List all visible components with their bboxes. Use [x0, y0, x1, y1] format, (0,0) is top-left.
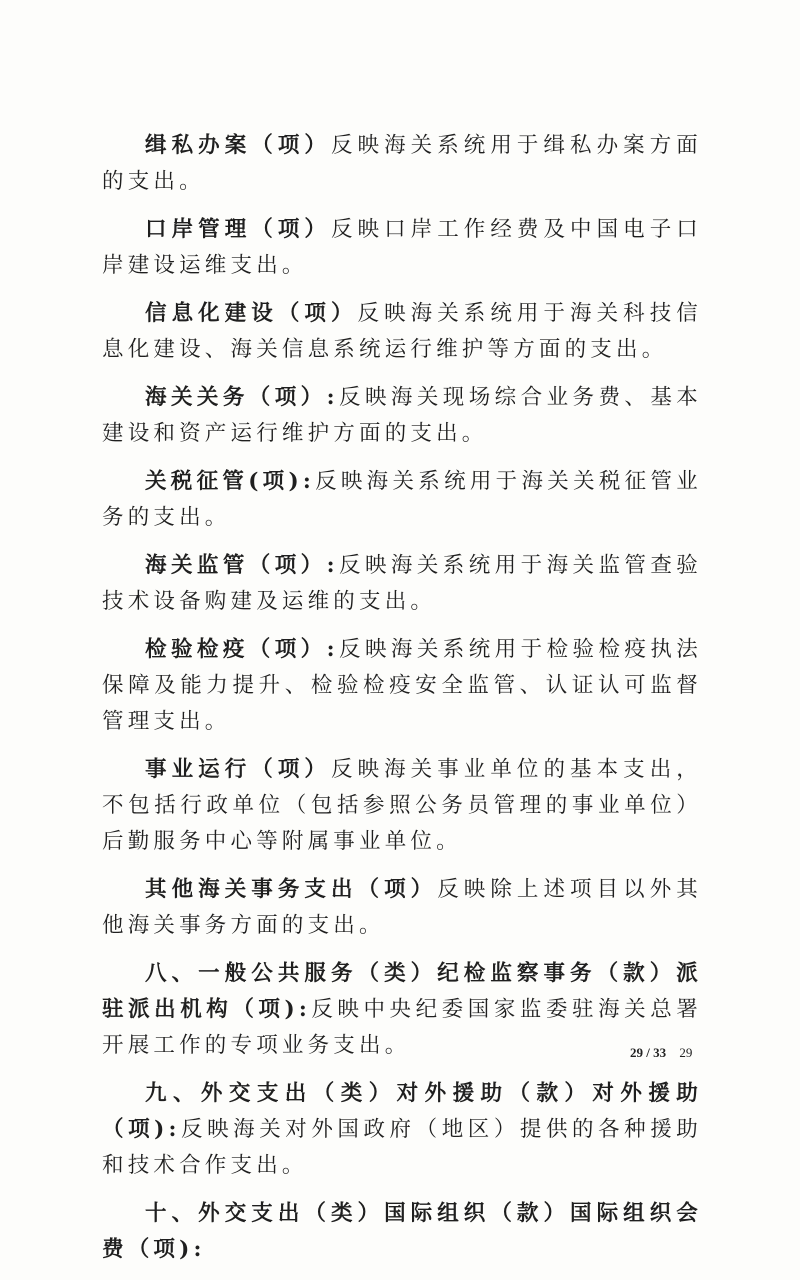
paragraph-term: 其他海关事务支出（项）: [145, 877, 438, 902]
paragraph-foreign-aid: [102, 1076, 702, 1184]
paragraph-institution-operation: [102, 752, 702, 860]
paragraph-term: 口岸管理（项）: [145, 217, 331, 242]
paragraph-inspection-quarantine: [102, 632, 702, 740]
paragraph-text: 反映海关系统用于检验检疫执法保障及能力提升、检验检疫安全监管、认证认可监督管理支出。: [102, 637, 702, 734]
paragraph-informatization: [102, 296, 702, 368]
paragraph-term: 八、一般公共服务（类）纪检监察事务（款）派驻派出机构（项):: [102, 961, 702, 1022]
paragraph-customs-supervision: [102, 548, 702, 620]
paragraph-other-customs-expenditure: [102, 872, 702, 944]
paragraph-port-management: [102, 212, 702, 284]
paragraph-term: 十、外交支出（类）国际组织（款）国际组织会费（项):: [102, 1201, 702, 1262]
paragraph-text: 反映海关现场综合业务费、基本建设和资产运行维护方面的支出。: [102, 385, 702, 446]
paragraph-text: 反映海关对外国政府（地区）提供的各种援助和技术合作支出。: [102, 1117, 702, 1178]
paragraph-text: 反映海关系统用于缉私办案方面的支出。: [102, 133, 702, 194]
paragraph-term: 关税征管(项):: [145, 469, 315, 494]
paragraph-term: 事业运行（项）: [145, 757, 331, 782]
paragraph-customs-affairs: [102, 380, 702, 452]
paragraph-term: 信息化建设（项）: [145, 301, 358, 326]
paragraph-text: 反映海关事业单位的基本支出，不包括行政单位（包括参照公务员管理的事业单位）后勤服务中心等附属事业单位。: [102, 757, 702, 854]
page-number: 29: [679, 1045, 693, 1060]
paragraph-discipline-inspection: [102, 956, 702, 1064]
paragraph-term: 海关监管（项）:: [145, 553, 339, 578]
paragraph-text: 反映中央纪委国家监委驻海关总署开展工作的专项业务支出。: [102, 997, 702, 1058]
paragraph-term: 缉私办案（项）: [145, 133, 331, 158]
paragraph-tariff-collection: [102, 464, 702, 536]
paragraph-text: 反映海关系统用于海关监管查验技术设备购建及运维的支出。: [102, 553, 702, 614]
paragraph-text: 反映海关系统用于海关科技信息化建设、海关信息系统运行维护等方面的支出。: [102, 301, 702, 362]
paragraph-text: 反映口岸工作经费及中国电子口岸建设运维支出。: [102, 217, 702, 278]
paragraph-term: 海关关务（项）:: [145, 385, 339, 410]
paragraph-term: 九、外交支出（类）对外援助（款）对外援助（项):: [102, 1081, 702, 1142]
paragraph-anti-smuggling: [102, 128, 702, 200]
paragraph-text: 反映海关系统用于海关关税征管业务的支出。: [102, 469, 702, 530]
paragraph-text: 反映除上述项目以外其他海关事务方面的支出。: [102, 877, 702, 938]
paragraph-term: 检验检疫（项）:: [145, 637, 339, 662]
page-footer: [630, 1045, 692, 1061]
page-of-total: 29 / 33: [630, 1045, 667, 1060]
paragraph-international-organization-dues: [102, 1196, 702, 1268]
document-body: [102, 128, 702, 1280]
